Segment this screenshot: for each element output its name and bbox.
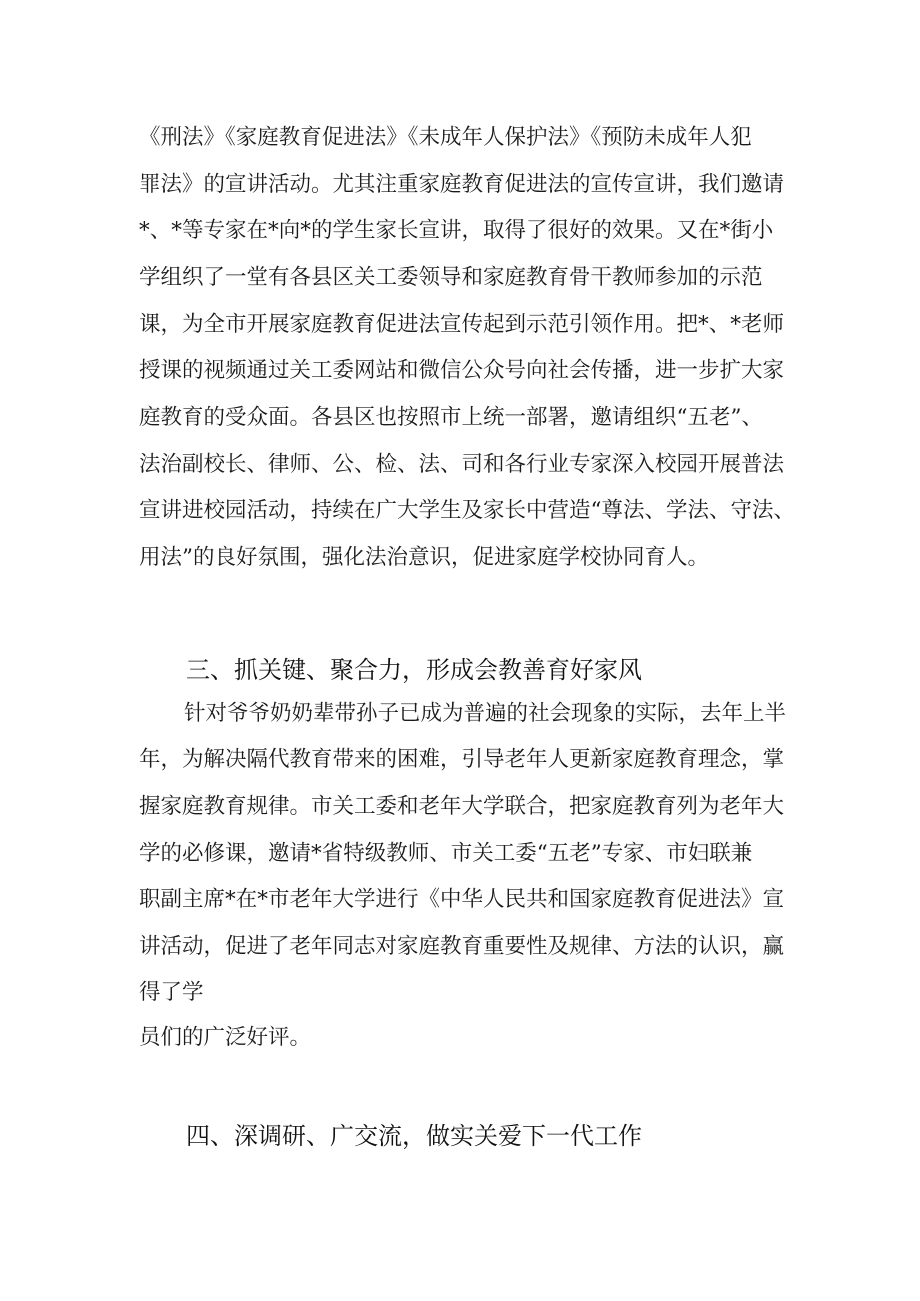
paragraph-line: 职副主席*在*市老年大学进行《中华人民共和国家庭教育促进法》宣 — [139, 887, 785, 912]
paragraph-line: 授课的视频通过关工委网站和微信公众号向社会传播，进一步扩大家 — [139, 358, 785, 383]
paragraph-line: 用法”的良好氛围，强化法治意识，促进家庭学校协同育人。 — [139, 545, 709, 570]
paragraph-line: 年，为解决隔代教育带来的困难，引导老年人更新家庭教育理念，掌 — [139, 747, 785, 772]
paragraph-line: 《刑法》《家庭教育促进法》《未成年人保护法》《预防未成年人犯 — [139, 125, 752, 150]
paragraph-line: 针对爷爷奶奶辈带孙子已成为普遍的社会现象的实际，去年上半 — [184, 701, 787, 726]
paragraph-line: 庭教育的受众面。各县区也按照市上统一部署，邀请组织“五老”、 — [139, 405, 763, 430]
paragraph-line: 法治副校长、律师、公、检、法、司和各行业专家深入校园开展普法 — [139, 452, 785, 477]
paragraph-line: 讲活动，促进了老年同志对家庭教育重要性及规律、方法的认识，赢 — [139, 934, 785, 959]
section-heading-four: 四、深调研、广交流，做实关爱下一代工作 — [186, 1122, 642, 1150]
paragraph-line: *、*等专家在*向*的学生家长宣讲，取得了很好的效果。又在*街小 — [139, 218, 774, 243]
section-heading-three: 三、抓关键、聚合力，形成会教善育好家风 — [186, 656, 642, 684]
paragraph-line: 握家庭教育规律。市关工委和老年大学联合，把家庭教育列为老年大 — [139, 794, 785, 819]
paragraph-line: 课，为全市开展家庭教育促进法宣传起到示范引领作用。把*、*老师 — [139, 312, 785, 337]
paragraph-line: 员们的广泛好评。 — [139, 1025, 312, 1050]
paragraph-line: 学的必修课，邀请*省特级教师、市关工委“五老”专家、市妇联兼 — [139, 841, 753, 866]
paragraph-line: 宣讲进校园活动，持续在广大学生及家长中营造“尊法、学法、守法、 — [139, 498, 795, 523]
paragraph-line: 罪法》的宣讲活动。尤其注重家庭教育促进法的宣传宣讲，我们邀请 — [139, 172, 785, 197]
paragraph-line: 学组织了一堂有各县区关工委领导和家庭教育骨干教师参加的示范 — [139, 265, 763, 290]
paragraph-line: 得了学 — [139, 980, 204, 1005]
